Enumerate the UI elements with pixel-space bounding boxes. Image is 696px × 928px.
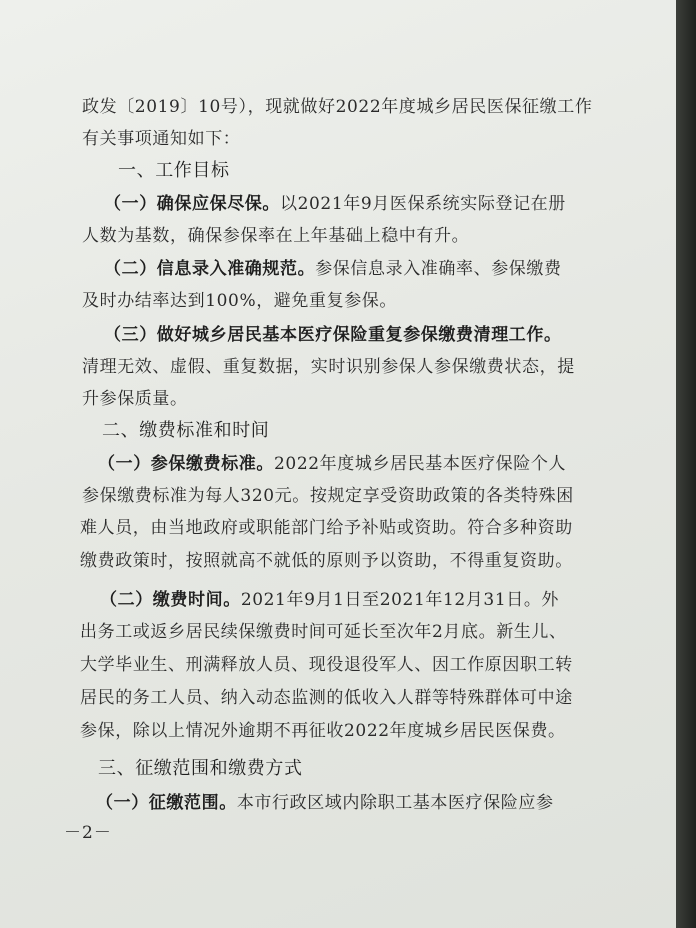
line-text: 有关事项通知如下： — [82, 129, 241, 149]
line-text: 2022年度城乡居民基本医疗保险个人 — [274, 454, 567, 474]
subheading-text: （一）参保缴费标准。 — [98, 454, 274, 474]
heading-text: 二、缴费标准和时间 — [102, 420, 270, 441]
body-line — [82, 225, 469, 247]
line-text: 2021年9月1日至2021年12月31日。外 — [240, 590, 560, 610]
body-line — [80, 687, 573, 709]
section-heading — [102, 420, 269, 442]
body-line — [80, 517, 573, 539]
line-text: 人数为基数，确保参保率在上年基础上稳中有升。 — [82, 226, 470, 246]
section-heading — [118, 160, 230, 182]
heading-text: 三、征缴范围和缴费方式 — [98, 758, 303, 779]
body-line — [104, 193, 566, 215]
body-line — [80, 550, 573, 572]
page-number: －2－ — [64, 823, 112, 843]
line-text: 难人员，由当地政府或职能部门给予补贴或资助。符合多种资助 — [80, 518, 573, 538]
subheading-text: （三）做好城乡居民基本医疗保险重复参保缴费清理工作。 — [104, 325, 562, 345]
subheading-text: （二）缴费时间。 — [100, 590, 241, 610]
line-text: 本市行政区域内除职工基本医疗保险应参 — [236, 793, 554, 813]
line-text: 清理无效、虚假、重复数据，实时识别参保人参保缴费状态，提 — [82, 357, 575, 377]
body-line — [80, 720, 566, 742]
line-text: 出务工或返乡居民续保缴费时间可延长至次年2月底。新生儿、 — [80, 622, 567, 642]
line-text: 政发〔2019〕10号），现就做好2022年度城乡居民医保征缴工作 — [82, 97, 593, 117]
heading-text: 一、工作目标 — [118, 160, 230, 181]
body-line — [82, 356, 575, 378]
line-text: 参保信息录入准确率、参保缴费 — [315, 259, 562, 279]
body-line — [82, 96, 592, 118]
line-text: 居民的务工人员、纳入动态监测的低收入人群等特殊群体可中途 — [80, 688, 573, 708]
line-text: 升参保质量。 — [82, 389, 188, 409]
body-line — [100, 589, 559, 611]
subheading-text: （一）确保应保尽保。 — [104, 194, 280, 214]
line-text: 大学毕业生、刑满释放人员、现役退役军人、因工作原因职工转 — [80, 655, 573, 675]
body-line — [104, 258, 562, 280]
body-line — [82, 128, 240, 150]
line-text: 及时办结率达到100%，避免重复参保。 — [82, 291, 398, 311]
page-edge-shadow — [676, 0, 696, 928]
body-line — [80, 621, 567, 643]
body-line — [82, 290, 397, 312]
line-text: 缴费政策时，按照就高不就低的原则予以资助，不得重复资助。 — [80, 551, 573, 571]
subheading-text: （二）信息录入准确规范。 — [104, 259, 316, 279]
body-line — [104, 324, 562, 346]
line-text: 参保，除以上情况外逾期不再征收2022年度城乡居民医保费。 — [80, 721, 566, 741]
section-heading — [98, 758, 303, 780]
subheading-text: （一）征缴范围。 — [96, 793, 237, 813]
body-line — [82, 388, 188, 410]
body-line — [80, 654, 573, 676]
line-text: 参保缴费标准为每人320元。按规定享受资助政策的各类特殊困 — [82, 486, 574, 506]
body-line — [98, 453, 566, 475]
line-text: 以2021年9月医保系统实际登记在册 — [280, 194, 566, 214]
body-line — [82, 485, 574, 507]
body-line — [96, 792, 554, 814]
